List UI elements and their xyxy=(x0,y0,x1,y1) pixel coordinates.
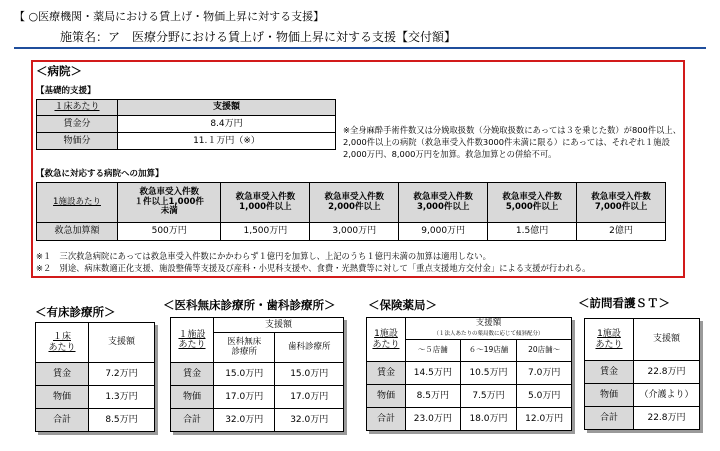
clinic-table xyxy=(35,322,155,432)
emergency-header: 救急車受入件数 3,000件以上 xyxy=(399,183,488,223)
nobed-sub-medical: 医科無床 診療所 xyxy=(214,333,275,363)
nobed-value: 17.0万円 xyxy=(214,386,275,409)
pharmacy-value: 23.0万円 xyxy=(406,408,461,431)
page-subtitle: 施策名：ア 医療分野における賃上げ・物価上昇に対する支援【交付額】 xyxy=(60,30,457,44)
pharmacy-table xyxy=(366,317,572,431)
clinic-row-value: 1.3万円 xyxy=(89,386,155,409)
emergency-label: 【救急に対応する病院への加算】 xyxy=(36,169,164,179)
basic-support-table xyxy=(36,99,336,150)
nobed-value: 32.0万円 xyxy=(214,409,275,432)
pharmacy-sub: ６～19店舗 xyxy=(460,340,517,362)
pharmacy-row-name: 物価 xyxy=(367,385,406,408)
basic-row-value: 8.4万円 xyxy=(118,116,336,133)
nursing-table xyxy=(584,318,700,430)
pharmacy-value: 14.5万円 xyxy=(406,362,461,385)
nursing-row-value: （介護より） xyxy=(634,384,700,407)
clinic-row-name: 賃金 xyxy=(36,363,89,386)
emergency-value: 9,000万円 xyxy=(399,223,488,241)
side-note: ※全身麻酔手術件数又は分娩取扱数（分娩取扱数にあっては３を乗じた数）が800件以上、2,000件以上の病院（救急車受入件数3000件未満に限る）にあっては、それぞれ１施設2,000万円、8,000万円を加算。救急加算との併給不可。 xyxy=(343,125,681,159)
nobed-value: 15.0万円 xyxy=(275,363,344,386)
clinic-row-name: 合計 xyxy=(36,409,89,432)
emergency-value: 1,500万円 xyxy=(221,223,310,241)
pharmacy-value: 7.0万円 xyxy=(517,362,572,385)
basic-row-name: 賃金分 xyxy=(37,116,118,133)
nobed-row-name: 賃金 xyxy=(171,363,214,386)
basic-row-name: 物価分 xyxy=(37,133,118,150)
nobed-title: ＜医科無床診療所・歯科診療所＞ xyxy=(163,298,336,312)
emergency-header: 救急車受入件数 5,000件以上 xyxy=(488,183,577,223)
emergency-table xyxy=(36,182,666,241)
page-header: 【 ○医療機関・薬局における賃上げ・物価上昇に対する支援】 xyxy=(14,10,325,23)
emergency-value: 500万円 xyxy=(118,223,221,241)
nursing-row-name: 賃金 xyxy=(585,361,634,384)
emergency-header: 救急車受入件数 1,000件以上 xyxy=(221,183,310,223)
footnote-2: ※２ 別途、病床数適正化支援、施設整備等支援及び産科・小児科支援や、食費・光熱費等に対して「重点支援地方交付金」による支援が行われる。 xyxy=(36,263,591,273)
pharmacy-value: 10.5万円 xyxy=(460,362,517,385)
nursing-row-name: 物価 xyxy=(585,384,634,407)
nobed-col-amount: 支援額 xyxy=(214,318,344,333)
emergency-header: 救急車受入件数 １件以上1,000件 未満 xyxy=(118,183,221,223)
nobed-row-name: 合計 xyxy=(171,409,214,432)
nursing-col-amount: 支援額 xyxy=(634,319,700,361)
nobed-table xyxy=(170,317,344,432)
nursing-row-value: 22.8万円 xyxy=(634,361,700,384)
emergency-header: 救急車受入件数 2,000件以上 xyxy=(310,183,399,223)
clinic-col-unit: １床 あたり xyxy=(36,323,89,363)
nursing-title: ＜訪問看護ＳＴ＞ xyxy=(578,296,670,310)
pharmacy-col-unit: 1施設 あたり xyxy=(367,318,406,362)
emergency-value: 2億円 xyxy=(577,223,666,241)
emergency-row-label: 救急加算額 xyxy=(37,223,118,241)
emergency-header: 救急車受入件数 7,000件以上 xyxy=(577,183,666,223)
nobed-value: 32.0万円 xyxy=(275,409,344,432)
basic-support-label: 【基礎的支援】 xyxy=(36,86,96,96)
footnote-1: ※１ 三次救急病院にあっては救急車受入件数にかかわらず１億円を加算し、上記のうち１億円未満の加算は適用しない。 xyxy=(36,251,491,261)
pharmacy-col-note: （１法人あたりの薬局数に応じて傾斜配分） xyxy=(433,331,544,337)
basic-row-value: 11.１万円（※） xyxy=(118,133,336,150)
pharmacy-value: 8.5万円 xyxy=(406,385,461,408)
clinic-row-value: 7.2万円 xyxy=(89,363,155,386)
nursing-col-unit: 1施設 あたり xyxy=(585,319,634,361)
pharmacy-row-name: 賃金 xyxy=(367,362,406,385)
hospital-title: ＜病院＞ xyxy=(36,64,82,78)
pharmacy-title: ＜保険薬局＞ xyxy=(368,298,437,312)
pharmacy-value: 18.0万円 xyxy=(460,408,517,431)
pharmacy-value: 5.0万円 xyxy=(517,385,572,408)
emergency-col-unit: 1施設あたり xyxy=(37,183,118,223)
nursing-row-value: 22.8万円 xyxy=(634,407,700,430)
nobed-col-unit: １施設 あたり xyxy=(171,318,214,363)
emergency-value: 3,000万円 xyxy=(310,223,399,241)
nobed-sub-dental: 歯科診療所 xyxy=(275,333,344,363)
nobed-row-name: 物価 xyxy=(171,386,214,409)
clinic-col-amount: 支援額 xyxy=(89,323,155,363)
clinic-title: ＜有床診療所＞ xyxy=(35,305,116,319)
pharmacy-value: 12.0万円 xyxy=(517,408,572,431)
nobed-value: 15.0万円 xyxy=(214,363,275,386)
header-divider xyxy=(14,47,706,49)
pharmacy-row-name: 合計 xyxy=(367,408,406,431)
pharmacy-col-amount: 支援額 xyxy=(475,318,502,328)
clinic-row-value: 8.5万円 xyxy=(89,409,155,432)
clinic-row-name: 物価 xyxy=(36,386,89,409)
emergency-value: 1.5億円 xyxy=(488,223,577,241)
basic-col-amount: 支援額 xyxy=(118,100,336,116)
nobed-value: 17.0万円 xyxy=(275,386,344,409)
pharmacy-sub: 20店舗～ xyxy=(517,340,572,362)
nursing-row-name: 合計 xyxy=(585,407,634,430)
pharmacy-value: 7.5万円 xyxy=(460,385,517,408)
pharmacy-sub: ～５店舗 xyxy=(406,340,461,362)
basic-col-unit: １床あたり xyxy=(37,100,118,116)
